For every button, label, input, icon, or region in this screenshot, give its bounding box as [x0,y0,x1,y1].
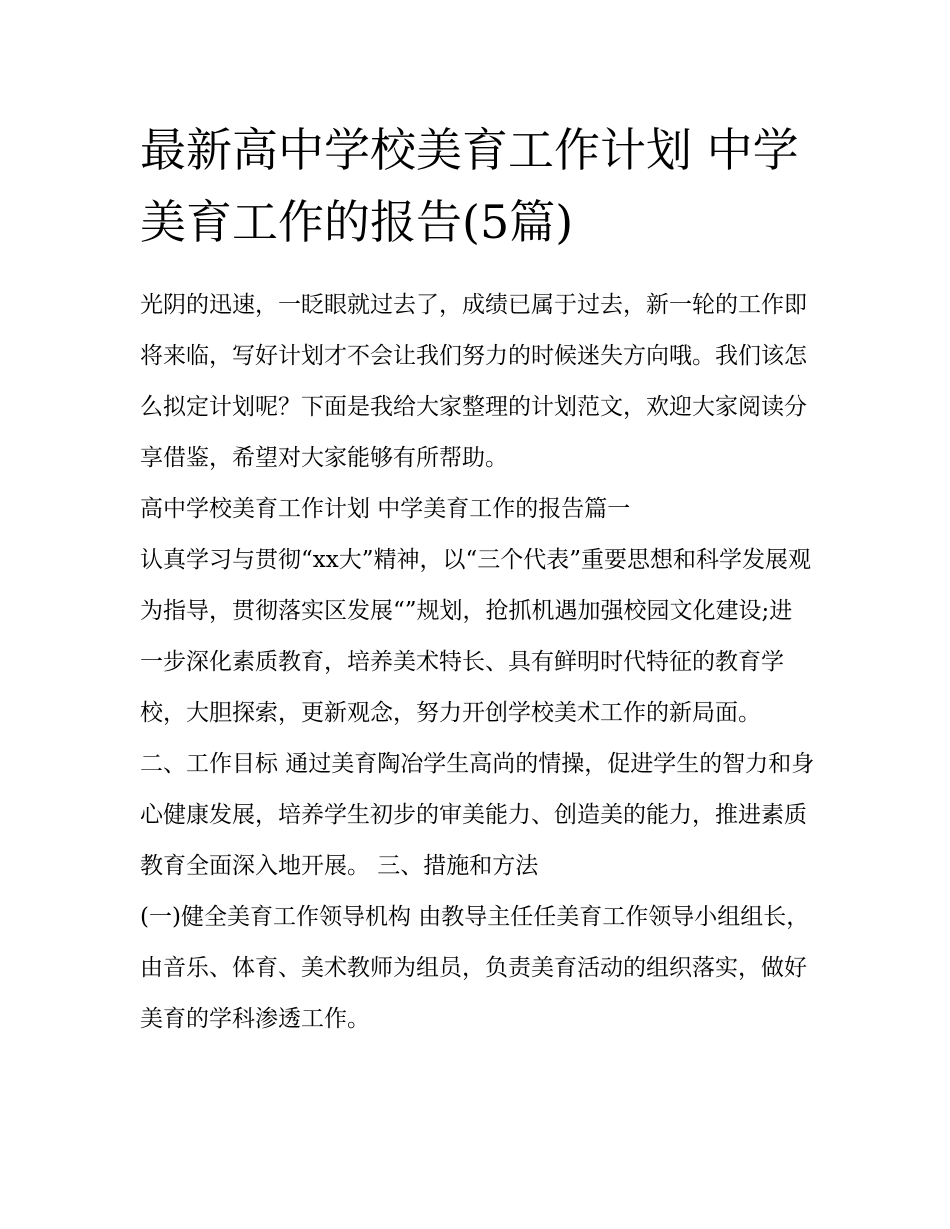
paragraph-work-goals: 二、工作目标 通过美育陶冶学生高尚的情操，促进学生的智力和身心健康发展，培养学生初步的审美能力、创造美的能力，推进素质教育全面深入地开展。 三、措施和方法 [140,751,815,879]
paragraph-section-heading: 高中学校美育工作计划 中学美育工作的报告篇一 [140,496,631,522]
paragraph-intro: 光阴的迅速，一眨眼就过去了，成绩已属于过去，新一轮的工作即将来临，写好计划才不会让我们努力的时候迷失方向哦。我们该怎么拟定计划呢？下面是我给大家整理的计划范文，欢迎大家阅读分享借鉴，希望对大家能够有所帮助。 [140,292,807,471]
paragraph-leadership: (一)健全美育工作领导机构 由教导主任任美育工作领导小组组长，由音乐、体育、美术教师为组员，负责美育活动的组织落实，做好美育的学科渗透工作。 [140,904,810,1032]
document-body [140,280,815,1045]
document-title: 最新高中学校美育工作计划 中学美育工作的报告(5篇) [140,123,799,249]
paragraph-guiding-ideology: 认真学习与贯彻“xx大”精神，以“三个代表”重要思想和科学发展观为指导，贯彻落实区发展“”规划，抢抓机遇加强校园文化建设;进一步深化素质教育，培养美术特长、具有鲜明时代特征的教育学校，大胆探索，更新观念，努力开创学校美术工作的新局面。 [140,547,811,726]
